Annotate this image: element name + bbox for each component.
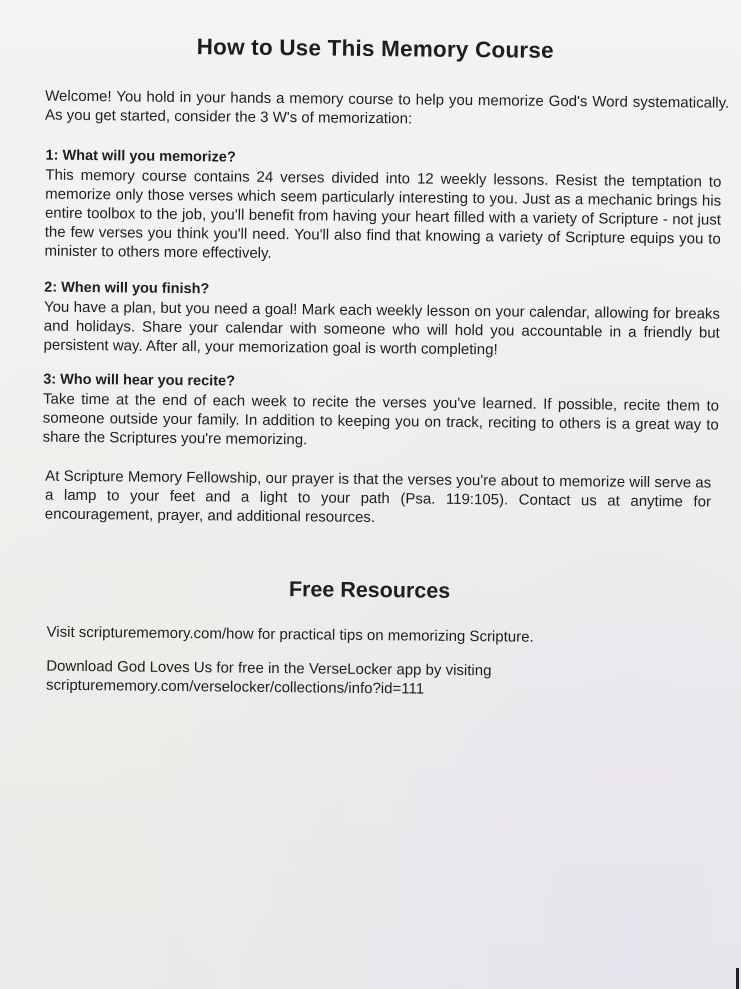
section-heading: 3: Who will hear you recite? bbox=[43, 371, 236, 390]
section-body: This memory course contains 24 verses divided into 12 weekly lessons. Resist the temptation to memorize only those verses which seem particularly interesting to you. Just as a mechanic brings his entire toolbox to the job, you'll benefit from having your heart filled with a variety of Scripture - not just the few verses you think you'll need. You'll also find that knowing a variety of Scripture equips you to minister to others more effectively. bbox=[44, 166, 722, 262]
resource-download-url: scripturememory.com/verselocker/collections/info?id=111 bbox=[45, 676, 425, 698]
resource-line-how: Visit scripturememory.com/how for practical tips on memorizing Scripture. bbox=[46, 623, 534, 646]
resource-line-download bbox=[46, 657, 546, 700]
closing-paragraph: At Scripture Memory Fellowship, our prayer is that the verses you're about to memorize will serve as a lamp to your feet and a light to your path (Psa. 119:105). Contact us at anytime for encouragement, prayer, and additional resources. bbox=[44, 467, 712, 527]
section-heading: 1: What will you memorize? bbox=[45, 147, 236, 166]
intro-paragraph: Welcome! You hold in your hands a memory course to help you memorize God's Word systematically. As you get started, consider the 3 W's of memorization: bbox=[44, 87, 730, 128]
resources-title: Free Resources bbox=[288, 577, 451, 603]
section-body: You have a plan, but you need a goal! Mark each weekly lesson on your calendar, allowing for breaks and holidays. Share your calendar with someone who will hold you accountable in a friendly but persistent way. After all, your memorization goal is worth completing! bbox=[43, 298, 721, 359]
section-who bbox=[43, 371, 720, 454]
section-when bbox=[44, 279, 721, 362]
section-what bbox=[44, 147, 721, 268]
section-body: Take time at the end of each week to recite the verses you've learned. If possible, recite them to someone outside your family. In addition to keeping you on track, reciting to others is a great way to share the Scriptures you're memorizing. bbox=[42, 390, 720, 449]
page-title: How to Use This Memory Course bbox=[196, 34, 554, 63]
resource-download-text: Download God Loves Us for free in the VerseLocker app by visiting bbox=[46, 657, 492, 680]
page-edge-mark bbox=[736, 968, 739, 989]
section-heading: 2: When will you finish? bbox=[44, 279, 210, 298]
